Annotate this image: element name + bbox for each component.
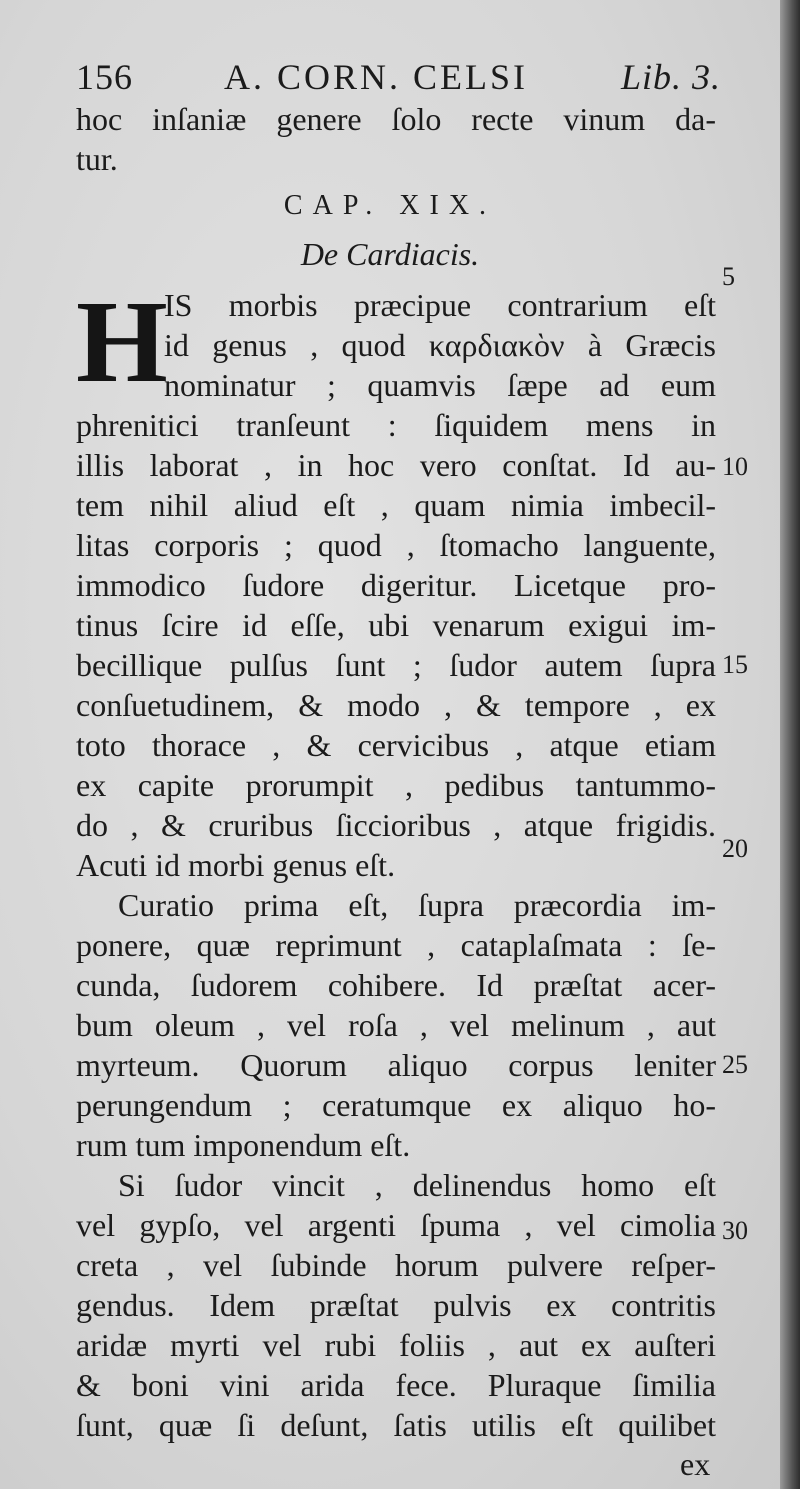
chapter-subtitle: De Cardiacis. bbox=[300, 236, 480, 272]
text-line: creta , vel ſubinde horum pulvere reſper- bbox=[76, 1247, 716, 1283]
text-line: Si ſudor vincit , delinendus homo eſt bbox=[118, 1167, 716, 1203]
running-title: A. CORN. CELSI bbox=[224, 57, 529, 97]
text-line: Curatio prima eſt, ſupra præcordia im- bbox=[118, 887, 716, 923]
text-line: rum tum imponendum eſt. bbox=[76, 1127, 411, 1163]
text-line: tem nihil aliud eſt , quam nimia imbecil- bbox=[76, 487, 716, 523]
text-line: toto thorace , & cervicibus , atque etiam bbox=[76, 727, 716, 763]
chapter-heading: CAP. XIX. bbox=[283, 190, 497, 221]
text-line: gendus. Idem præſtat pulvis ex contritis bbox=[76, 1287, 716, 1323]
line-number: 15 bbox=[722, 650, 748, 679]
text-line: vel gypſo, vel argenti ſpuma , vel cimolia bbox=[76, 1207, 716, 1243]
line-number: 20 bbox=[722, 834, 748, 863]
line-number: 5 bbox=[722, 262, 735, 291]
text-line: id genus , quod καρδιακὸν à Græcis bbox=[164, 327, 716, 363]
page-number: 156 bbox=[76, 57, 133, 97]
text-line: immodico ſudore digeritur. Licetque pro- bbox=[76, 567, 716, 603]
text-line: myrteum. Quorum aliquo corpus leniter bbox=[76, 1047, 716, 1083]
line-number: 30 bbox=[722, 1216, 748, 1245]
text-line: cunda, ſudorem cohibere. Id præſtat acer- bbox=[76, 967, 716, 1003]
text-line: do , & cruribus ſiccioribus , atque frigidis. bbox=[76, 807, 716, 843]
book-gutter bbox=[780, 0, 800, 1489]
text-line: litas corporis ; quod , ſtomacho languente, bbox=[76, 527, 716, 563]
line-number: 10 bbox=[722, 452, 748, 481]
text-line: becillique pulſus ſunt ; ſudor autem ſupra bbox=[76, 647, 716, 683]
text-line: nominatur ; quamvis ſæpe ad eum bbox=[164, 367, 716, 403]
text-line: hoc inſaniæ genere ſolo recte vinum da- bbox=[76, 101, 716, 137]
drop-capital: H bbox=[76, 276, 168, 407]
text-line: bum oleum , vel roſa , vel melinum , aut bbox=[76, 1007, 716, 1043]
text-line: ponere, quæ reprimunt , cataplaſmata : ſe- bbox=[76, 927, 716, 963]
text-line: perungendum ; ceratumque ex aliquo ho- bbox=[76, 1087, 716, 1123]
text-line: tinus ſcire id eſſe, ubi venarum exigui im- bbox=[76, 607, 716, 643]
text-line: illis laborat , in hoc vero conſtat. Id au- bbox=[76, 447, 716, 483]
running-head bbox=[76, 56, 726, 96]
line-number: 25 bbox=[722, 1050, 748, 1079]
text-line: IS morbis præcipue contrarium eſt bbox=[164, 287, 716, 323]
text-line: phrenitici tranſeunt : ſiquidem mens in bbox=[76, 407, 716, 443]
text-line: Acuti id morbi genus eſt. bbox=[76, 847, 396, 883]
text-line: tur. bbox=[76, 141, 118, 177]
text-line: aridæ myrti vel rubi foliis , aut ex auſteri bbox=[76, 1327, 716, 1363]
text-line: ex capite prorumpit , pedibus tantummo- bbox=[76, 767, 716, 803]
catchword: ex bbox=[680, 1446, 711, 1482]
text-line: & boni vini arida fece. Pluraque ſimilia bbox=[76, 1367, 716, 1403]
text-line: ſunt, quæ ſi deſunt, ſatis utilis eſt quilibet bbox=[76, 1407, 716, 1443]
text-line: conſuetudinem, & modo , & tempore , ex bbox=[76, 687, 716, 723]
book-number: Lib. 3. bbox=[621, 57, 722, 97]
